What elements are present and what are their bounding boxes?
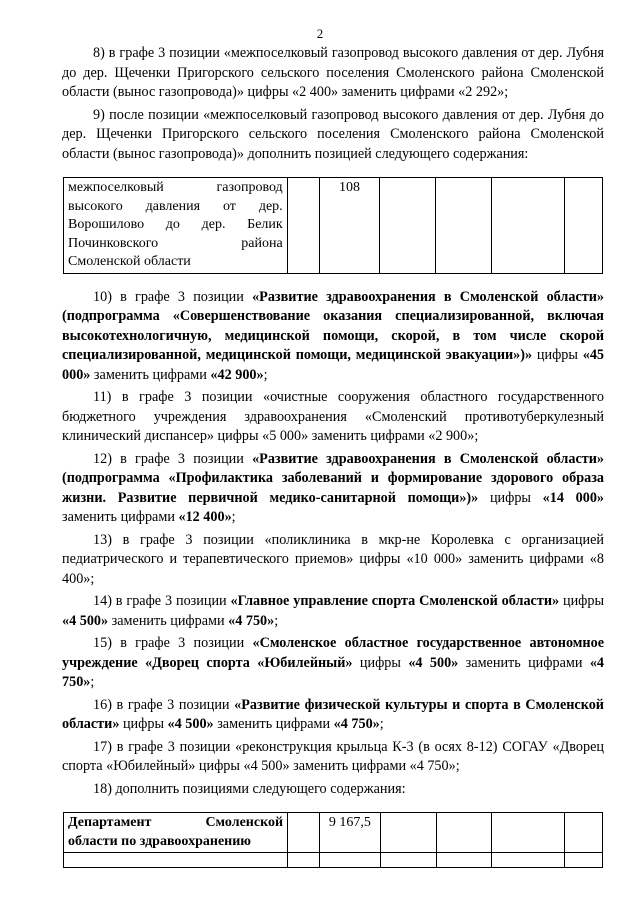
table-cell xyxy=(287,178,319,274)
table-cell xyxy=(319,853,380,868)
paragraph-14: 14) в графе 3 позиции «Главное управление спорта Смоленской области» цифры «4 500» заменить цифрами «4 750»; xyxy=(62,593,604,629)
table-cell xyxy=(64,853,288,868)
table-cell xyxy=(380,853,436,868)
page-number: 2 xyxy=(316,26,324,41)
table-cell xyxy=(492,853,565,868)
table-cell xyxy=(565,853,603,868)
position-name-line: Ворошилово до дер. Белик xyxy=(68,217,283,232)
paragraph-10: 10) в графе 3 позиции «Развитие здравоохранения в Смоленской области» (подпрограмма «Совершенствование оказания специализированной, включая высокотехнологичную, медицинской помощи, скорой, в том числе скорой специализированной, медицинской помощи, медицинской эвакуации»)» цифры «45 000» заменить цифрами «42 900»; xyxy=(62,288,604,383)
document-body xyxy=(62,44,604,882)
paragraph-13: 13) в графе 3 позиции «поликлиника в мкр-не Королевка с организацией педиатрического и терапевтического приемов» цифры «10 000» заменить цифрами «8 400»; xyxy=(62,531,604,587)
table-cell xyxy=(492,178,565,274)
position-name-line: области по здравоохранению xyxy=(68,833,251,849)
insert-table-health-department xyxy=(63,812,603,868)
position-name-cell xyxy=(64,813,288,853)
position-name-line: Починковского района xyxy=(68,235,283,251)
paragraph-17: 17) в графе 3 позиции «реконструкция крыльца К-3 (в осях 8-12) СОГАУ «Дворец спорта «Юбилейный» цифры «4 500» заменить цифрами «4 750»; xyxy=(62,738,604,774)
position-name-line: Смоленской области xyxy=(68,254,191,269)
insert-table-gas-pipeline xyxy=(63,177,603,274)
table-cell xyxy=(288,853,320,868)
position-name-line: межпоселковый газопровод xyxy=(68,180,283,195)
value-cell: 9 167,5 xyxy=(319,813,380,853)
table-row-empty xyxy=(64,853,603,868)
paragraph-16: 16) в графе 3 позиции «Развитие физической культуры и спорта в Смоленской области» цифры «4 500» заменить цифрами «4 750»; xyxy=(62,696,604,732)
paragraph-11: 11) в графе 3 позиции «очистные сооружения областного государственного бюджетного учреждения здравоохранения «Смоленский противотуберкулезный клинический диспансер» цифры «5 000» заменить цифрами «2 900»; xyxy=(62,389,604,444)
table-row xyxy=(64,813,603,853)
position-name-line: высокого давления от дер. xyxy=(68,198,283,214)
value-cell: 108 xyxy=(319,178,380,274)
paragraph-8: 8) в графе 3 позиции «межпоселковый газопровод высокого давления от дер. Лубня до дер. Щеченки Пригорского сельского поселения Смоленского района Смоленской области (вынос газопровода)» цифры «2 400» заменить цифрами «2 292»; xyxy=(62,45,604,100)
table-cell xyxy=(436,178,492,274)
table-cell xyxy=(565,813,603,853)
position-name-cell xyxy=(64,178,288,274)
table-cell xyxy=(436,853,492,868)
table-cell xyxy=(288,813,320,853)
paragraph-15: 15) в графе 3 позиции «Смоленское областное государственное автономное учреждение «Дворец спорта «Юбилейный» цифры «4 500» заменить цифрами «4 750»; xyxy=(62,635,605,690)
paragraph-18: 18) дополнить позициями следующего содержания: xyxy=(93,780,406,797)
table-cell xyxy=(380,813,436,853)
table-cell xyxy=(492,813,565,853)
table-cell xyxy=(565,178,603,274)
table-row xyxy=(64,178,603,274)
table-cell xyxy=(380,178,436,274)
paragraph-9: 9) после позиции «межпоселковый газопровод высокого давления от дер. Лубня до дер. Щеченки Пригорского сельского поселения Смоленского района Смоленской области (вынос газопровода)» дополнить позицией следующего содержания: xyxy=(62,106,604,162)
table-cell xyxy=(436,813,492,853)
paragraph-12: 12) в графе 3 позиции «Развитие здравоохранения в Смоленской области» (подпрограмма «Профилактика заболеваний и формирование здорового образа жизни. Развитие первичной медико-санитарной помощи»)» цифры «14 000» заменить цифрами «12 400»; xyxy=(62,450,605,525)
position-name-line: Департамент Смоленской xyxy=(68,815,284,830)
